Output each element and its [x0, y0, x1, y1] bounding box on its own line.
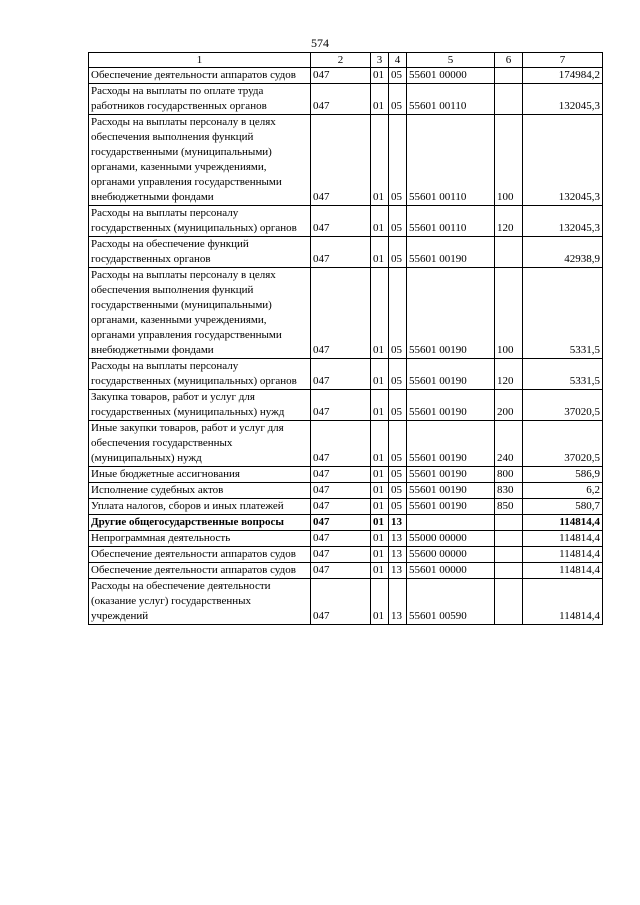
row-name-cell: Расходы на выплаты персоналу в целях обеспечения выполнения функций государственными (муниципальными) органами, казенными учреждениями, органами управления государственными внебюджетными фондами [89, 268, 311, 359]
row-admin-code-cell: 047 [311, 563, 371, 579]
row-subsection-cell: 05 [389, 84, 407, 115]
row-name-cell: Расходы на выплаты персоналу в целях обеспечения выполнения функций государственными (муниципальными) органами, казенными учреждениями, органами управления государственными внебюджетными фондами [89, 115, 311, 206]
row-section-cell: 01 [371, 359, 389, 390]
row-subsection-cell: 13 [389, 547, 407, 563]
row-section-cell: 01 [371, 579, 389, 625]
row-admin-code-cell: 047 [311, 359, 371, 390]
row-expense-type-cell [495, 579, 523, 625]
row-name-cell: Другие общегосударственные вопросы [89, 515, 311, 531]
row-expense-type-cell: 850 [495, 499, 523, 515]
row-article-cell: 55601 00000 [407, 563, 495, 579]
row-section-cell: 01 [371, 268, 389, 359]
table-row [89, 237, 603, 268]
table-row [89, 115, 603, 206]
table-row [89, 390, 603, 421]
row-amount-cell: 174984,2 [523, 68, 603, 84]
row-amount-cell: 586,9 [523, 467, 603, 483]
row-subsection-cell: 13 [389, 515, 407, 531]
column-header: 3 [371, 53, 389, 68]
row-amount-cell: 5331,5 [523, 268, 603, 359]
row-name-cell: Расходы на выплаты персоналу государственных (муниципальных) органов [89, 359, 311, 390]
row-expense-type-cell: 120 [495, 206, 523, 237]
row-article-cell: 55600 00000 [407, 547, 495, 563]
row-subsection-cell: 05 [389, 390, 407, 421]
row-article-cell: 55000 00000 [407, 531, 495, 547]
row-section-cell: 01 [371, 531, 389, 547]
row-admin-code-cell: 047 [311, 206, 371, 237]
row-subsection-cell: 13 [389, 531, 407, 547]
row-article-cell: 55601 00190 [407, 390, 495, 421]
row-admin-code-cell: 047 [311, 483, 371, 499]
row-article-cell: 55601 00000 [407, 68, 495, 84]
row-subsection-cell: 13 [389, 563, 407, 579]
row-section-cell: 01 [371, 499, 389, 515]
row-expense-type-cell [495, 547, 523, 563]
row-admin-code-cell: 047 [311, 84, 371, 115]
table-row [89, 531, 603, 547]
column-header: 7 [523, 53, 603, 68]
row-subsection-cell: 13 [389, 579, 407, 625]
row-name-cell: Уплата налогов, сборов и иных платежей [89, 499, 311, 515]
table-row [89, 467, 603, 483]
row-section-cell: 01 [371, 68, 389, 84]
row-subsection-cell: 05 [389, 68, 407, 84]
row-admin-code-cell: 047 [311, 515, 371, 531]
row-amount-cell: 580,7 [523, 499, 603, 515]
row-article-cell: 55601 00590 [407, 579, 495, 625]
column-header: 1 [89, 53, 311, 68]
row-expense-type-cell [495, 515, 523, 531]
row-name-cell: Непрограммная деятельность [89, 531, 311, 547]
table-row [89, 68, 603, 84]
column-header: 5 [407, 53, 495, 68]
row-name-cell: Обеспечение деятельности аппаратов судов [89, 563, 311, 579]
row-subsection-cell: 05 [389, 237, 407, 268]
row-subsection-cell: 05 [389, 483, 407, 499]
row-subsection-cell: 05 [389, 115, 407, 206]
row-expense-type-cell [495, 563, 523, 579]
row-admin-code-cell: 047 [311, 421, 371, 467]
row-section-cell: 01 [371, 515, 389, 531]
row-article-cell: 55601 00110 [407, 84, 495, 115]
row-expense-type-cell: 800 [495, 467, 523, 483]
row-admin-code-cell: 047 [311, 115, 371, 206]
column-header: 4 [389, 53, 407, 68]
row-expense-type-cell: 100 [495, 268, 523, 359]
row-amount-cell: 114814,4 [523, 531, 603, 547]
row-section-cell: 01 [371, 563, 389, 579]
page-number: 574 [311, 36, 329, 50]
table-row [89, 499, 603, 515]
row-expense-type-cell [495, 84, 523, 115]
row-name-cell: Иные закупки товаров, работ и услуг для обеспечения государственных (муниципальных) нужд [89, 421, 311, 467]
row-article-cell: 55601 00110 [407, 206, 495, 237]
column-header: 6 [495, 53, 523, 68]
row-expense-type-cell [495, 68, 523, 84]
column-header: 2 [311, 53, 371, 68]
table-row [89, 84, 603, 115]
row-expense-type-cell: 830 [495, 483, 523, 499]
table-body [89, 68, 603, 625]
row-admin-code-cell: 047 [311, 547, 371, 563]
row-article-cell [407, 515, 495, 531]
table-header-row [89, 53, 603, 68]
row-amount-cell: 114814,4 [523, 563, 603, 579]
row-article-cell: 55601 00190 [407, 421, 495, 467]
row-name-cell: Обеспечение деятельности аппаратов судов [89, 68, 311, 84]
budget-table [88, 52, 603, 625]
table-row [89, 515, 603, 531]
row-subsection-cell: 05 [389, 268, 407, 359]
row-amount-cell: 5331,5 [523, 359, 603, 390]
row-section-cell: 01 [371, 467, 389, 483]
table-row [89, 359, 603, 390]
row-subsection-cell: 05 [389, 206, 407, 237]
table-row [89, 421, 603, 467]
row-amount-cell: 114814,4 [523, 547, 603, 563]
table-row [89, 483, 603, 499]
row-admin-code-cell: 047 [311, 579, 371, 625]
row-section-cell: 01 [371, 84, 389, 115]
row-name-cell: Иные бюджетные ассигнования [89, 467, 311, 483]
row-expense-type-cell: 120 [495, 359, 523, 390]
row-subsection-cell: 05 [389, 359, 407, 390]
row-expense-type-cell: 100 [495, 115, 523, 206]
row-section-cell: 01 [371, 547, 389, 563]
row-name-cell: Исполнение судебных актов [89, 483, 311, 499]
row-admin-code-cell: 047 [311, 499, 371, 515]
row-article-cell: 55601 00110 [407, 115, 495, 206]
row-admin-code-cell: 047 [311, 68, 371, 84]
row-name-cell: Расходы на обеспечение функций государственных органов [89, 237, 311, 268]
row-expense-type-cell [495, 531, 523, 547]
row-section-cell: 01 [371, 115, 389, 206]
row-article-cell: 55601 00190 [407, 268, 495, 359]
table-row [89, 206, 603, 237]
row-expense-type-cell: 200 [495, 390, 523, 421]
row-amount-cell: 132045,3 [523, 206, 603, 237]
table-row [89, 579, 603, 625]
row-name-cell: Расходы на выплаты персоналу государственных (муниципальных) органов [89, 206, 311, 237]
row-expense-type-cell [495, 237, 523, 268]
row-admin-code-cell: 047 [311, 390, 371, 421]
row-article-cell: 55601 00190 [407, 359, 495, 390]
row-expense-type-cell: 240 [495, 421, 523, 467]
row-section-cell: 01 [371, 206, 389, 237]
row-amount-cell: 6,2 [523, 483, 603, 499]
row-name-cell: Расходы на выплаты по оплате труда работников государственных органов [89, 84, 311, 115]
table-row [89, 563, 603, 579]
row-article-cell: 55601 00190 [407, 467, 495, 483]
row-section-cell: 01 [371, 421, 389, 467]
row-article-cell: 55601 00190 [407, 237, 495, 268]
row-admin-code-cell: 047 [311, 531, 371, 547]
row-name-cell: Закупка товаров, работ и услуг для государственных (муниципальных) нужд [89, 390, 311, 421]
row-amount-cell: 42938,9 [523, 237, 603, 268]
row-amount-cell: 132045,3 [523, 84, 603, 115]
row-subsection-cell: 05 [389, 421, 407, 467]
row-admin-code-cell: 047 [311, 268, 371, 359]
row-section-cell: 01 [371, 237, 389, 268]
row-amount-cell: 114814,4 [523, 579, 603, 625]
row-amount-cell: 37020,5 [523, 390, 603, 421]
row-name-cell: Расходы на обеспечение деятельности (оказание услуг) государственных учреждений [89, 579, 311, 625]
row-section-cell: 01 [371, 483, 389, 499]
row-section-cell: 01 [371, 390, 389, 421]
row-amount-cell: 114814,4 [523, 515, 603, 531]
table-row [89, 547, 603, 563]
row-article-cell: 55601 00190 [407, 499, 495, 515]
row-amount-cell: 37020,5 [523, 421, 603, 467]
row-admin-code-cell: 047 [311, 467, 371, 483]
row-amount-cell: 132045,3 [523, 115, 603, 206]
row-name-cell: Обеспечение деятельности аппаратов судов [89, 547, 311, 563]
row-admin-code-cell: 047 [311, 237, 371, 268]
table-row [89, 268, 603, 359]
row-subsection-cell: 05 [389, 467, 407, 483]
row-article-cell: 55601 00190 [407, 483, 495, 499]
row-subsection-cell: 05 [389, 499, 407, 515]
